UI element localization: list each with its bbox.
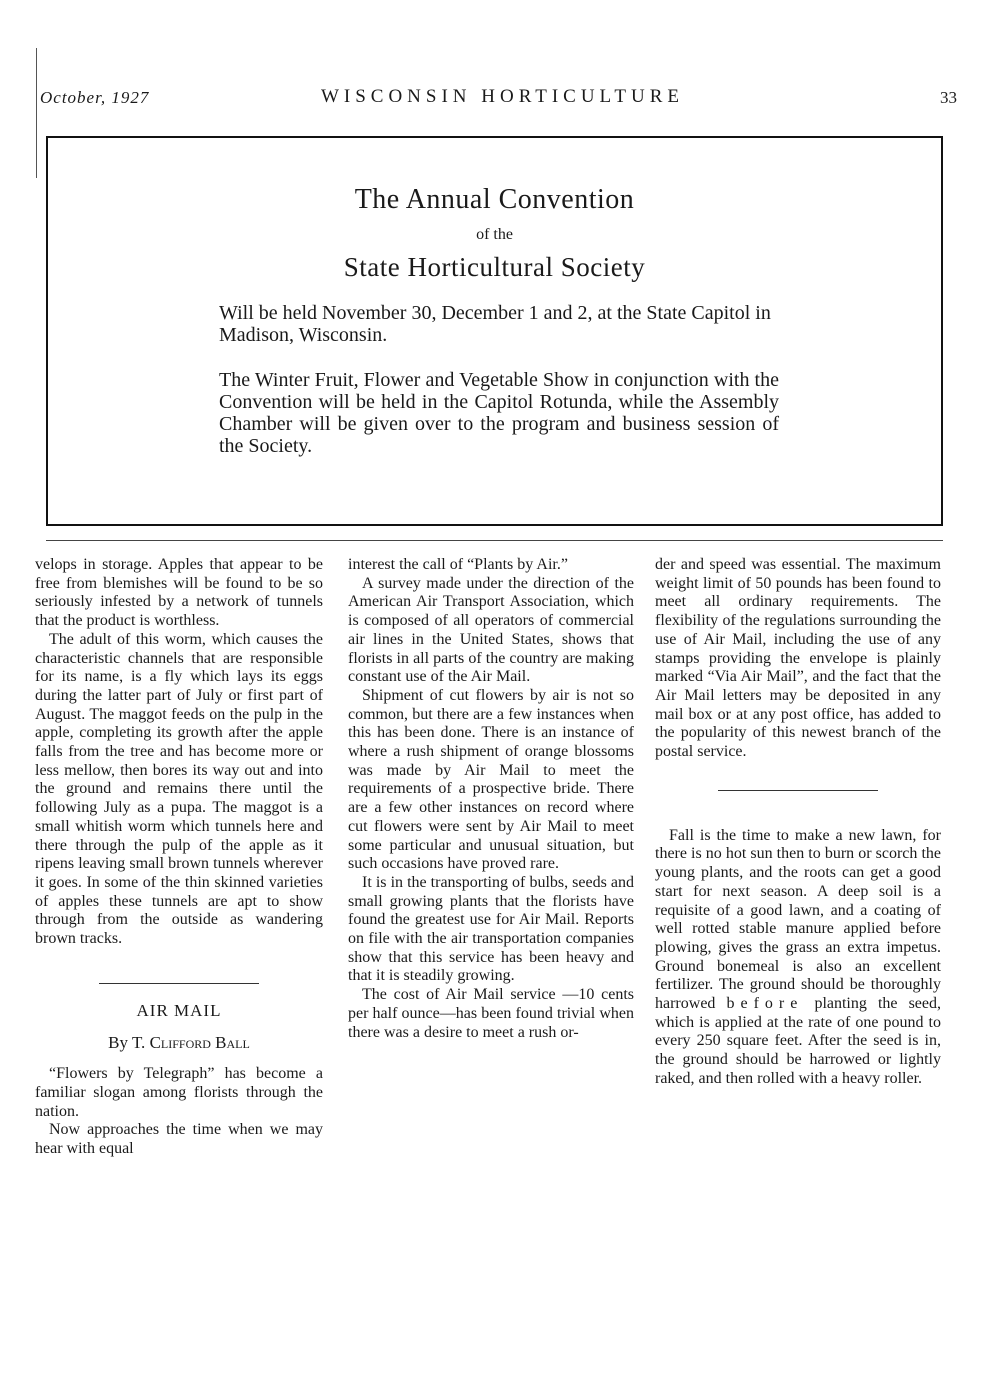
running-header bbox=[0, 86, 1005, 116]
notice-society: State Horticultural Society bbox=[343, 252, 646, 282]
byline-author: Clifford Ball bbox=[149, 1033, 250, 1053]
article-separator bbox=[99, 983, 259, 984]
column-2 bbox=[348, 556, 634, 1042]
byline-prefix: By T. bbox=[108, 1033, 146, 1053]
article-separator bbox=[718, 790, 878, 791]
article-title: AIR MAIL bbox=[136, 1000, 222, 1020]
paragraph: Now approaches the time when we may hear with equal bbox=[35, 1121, 323, 1157]
paragraph: interest the call of “Plants by Air.” bbox=[348, 556, 568, 573]
paragraph: It is in the transporting of bulbs, seeds and small growing plants that the florists have found the greatest use for Air Mail. Reports on file with the air transportation companies show that this service has been heavy and that it is steadily growing. bbox=[348, 873, 634, 985]
paragraph: Shipment of cut flowers by air is not so common, but there are a few instances when this has been done. There is an instance of where a rush shipment of orange blossoms was made by Air Mail to meet the requirements of a prospective bride. There are a few other instances on record where cut flowers were sent by Air Mail to meet some particular and unusual situation, but such occasions have proved rare. bbox=[348, 686, 634, 873]
lawn-text-spaced: before bbox=[726, 995, 804, 1013]
lawn-text-b: planting the seed, which is applied at the rate of one pound to every 250 square feet. After the seed is in, the ground should be harrowed or lightly raked, and then rolled with a heavy roller. bbox=[655, 995, 941, 1087]
paragraph: der and speed was essential. The maximum weight limit of 50 pounds has been found to meet all ordinary requirements. The flexibility of the regulations surrounding the use of Air Mail, including the use of any stamps providing the envelope is plainly marked “Via Air Mail”, and the fact that the Air Mail letters may be deposited in any mail box or at any post office, has added to the popularity of this newest branch of the postal service. bbox=[655, 556, 941, 761]
paragraph: velops in storage. Apples that appear to be free from blemishes will be found to be so seriously infested by a network of tunnels that the product is worthless. bbox=[35, 556, 323, 630]
paragraph: “Flowers by Telegraph” has become a familiar slogan among florists through the nation. bbox=[35, 1065, 323, 1120]
issue-date: October, 1927 bbox=[40, 88, 150, 107]
convention-notice-box bbox=[46, 136, 943, 526]
notice-title: The Annual Convention bbox=[354, 184, 635, 215]
journal-title: WISCONSIN HORTICULTURE bbox=[320, 86, 685, 107]
paragraph: The adult of this worm, which causes the characteristic channels that are responsible for its name, is a fly which lays its eggs during the latter part of July or first part of August. The maggot feeds on the pulp in the apple, completing its growth after the apple falls from the tree and has become more or less mellow, then bores its way out and into the ground and remains there until the following July as a pupa. The maggot is a small whitish worm which tunnels here and there through the pulp of the apple as it ripens leaving small brown tunnels wherever it goes. In some of the thin skinned varieties of apples these tunnels are apt to show through from the outside as wandering brown tracks. bbox=[35, 630, 323, 948]
paragraph: The cost of Air Mail service —10 cents per half ounce—has been found trivial when there was a desire to meet a rush or- bbox=[348, 986, 634, 1041]
notice-show-paragraph: The Winter Fruit, Flower and Vegetable Show in conjunction with the Convention will be held in the Capitol Rotunda, while the Assembly Chamber will be given over to the program and business session of the Society. bbox=[219, 369, 779, 457]
column-1 bbox=[35, 556, 323, 1159]
notice-dates-paragraph: Will be held November 30, December 1 and 2, at the State Capitol in Madison, Wisconsin. bbox=[219, 302, 771, 346]
lawn-text-a: Fall is the time to make a new lawn, for there is no hot sun then to burn or scorch the young plants, and the roots can get a good start for next season. A deep soil is a requisite of a good lawn, and a coating of well rotted stable manure applied before plowing, gives the grass an extra impetus. Ground bonemeal is also an excellent fertilizer. The ground should be thoroughly harrowed bbox=[655, 826, 941, 1013]
section-divider bbox=[46, 540, 943, 541]
article-byline bbox=[35, 1034, 323, 1053]
page-number: 33 bbox=[940, 88, 957, 107]
notice-of-the: of the bbox=[476, 226, 513, 243]
paragraph: A survey made under the direction of the American Air Transport Association, which is composed of all operators of commercial air lines in the United States, shows that florists in all parts of the country are making constant use of the Air Mail. bbox=[348, 574, 634, 686]
column-3 bbox=[655, 556, 941, 1089]
lawn-paragraph bbox=[655, 827, 941, 1089]
